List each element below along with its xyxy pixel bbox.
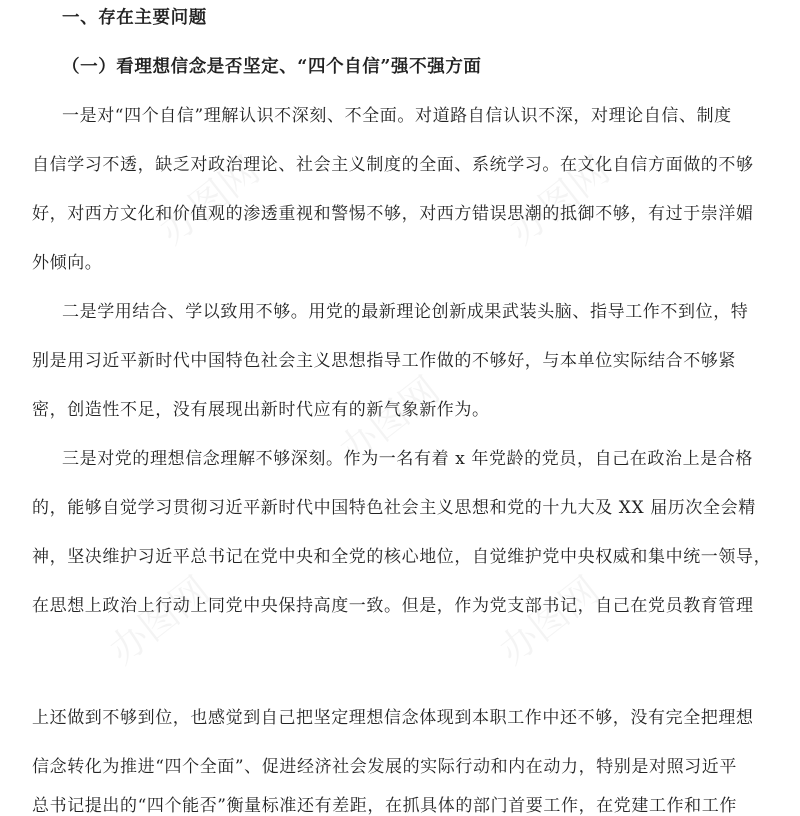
subsection-heading: （一）看理想信念是否坚定、“四个自信”强不强方面 bbox=[62, 57, 482, 77]
paragraph-line: 密，创造性不足，没有展现出新时代应有的新气象新作为。 bbox=[32, 400, 490, 420]
paragraph-line: 自信学习不透，缺乏对政治理论、社会主义制度的全面、系统学习。在文化自信方面做的不够 bbox=[32, 155, 754, 175]
paragraph-line: 别是用习近平新时代中国特色社会主义思想指导工作做的不够好，与本单位实际结合不够紧 bbox=[32, 351, 736, 371]
paragraph-line: 一是对“四个自信”理解认识不深刻、不全面。对道路自信认识不深，对理论自信、制度 bbox=[62, 106, 732, 126]
paragraph-line: 总书记提出的“四个能否”衡量标准还有差距，在抓具体的部门首要工作，在党建工作和工作 bbox=[32, 796, 737, 816]
paragraph-line: 上还做到不够到位，也感觉到自己把坚定理想信念体现到本职工作中还不够，没有完全把理想 bbox=[32, 708, 754, 728]
paragraph-line: 信念转化为推进“四个全面”、促进经济社会发展的实际行动和内在动力，特别是对照习近平 bbox=[32, 757, 737, 777]
paragraph-line: 的，能够自觉学习贯彻习近平新时代中国特色社会主义思想和党的十九大及 XX 届历次全会精 bbox=[32, 498, 756, 518]
watermark bbox=[485, 561, 609, 675]
watermark bbox=[95, 561, 219, 675]
paragraph-line: 二是学用结合、学以致用不够。用党的最新理论创新成果武装头脑、指导工作不到位，特 bbox=[62, 302, 749, 322]
paragraph-line: 外倾向。 bbox=[32, 253, 103, 273]
paragraph-line: 神，坚决维护习近平总书记在党中央和全党的核心地位，自觉维护党中央权威和集中统一领导， bbox=[32, 547, 772, 567]
paragraph-line: 在思想上政治上行动上同党中央保持高度一致。但是，作为党支部书记，自己在党员教育管理 bbox=[32, 596, 754, 616]
paragraph-line: 三是对党的理想信念理解不够深刻。作为一名有着 x 年党龄的党员，自己在政治上是合格 bbox=[62, 449, 753, 469]
paragraph-line: 好，对西方文化和价值观的渗透重视和警惕不够，对西方错误思潮的抵御不够，有过于崇洋媚 bbox=[32, 204, 754, 224]
section-heading: 一、存在主要问题 bbox=[62, 8, 207, 28]
